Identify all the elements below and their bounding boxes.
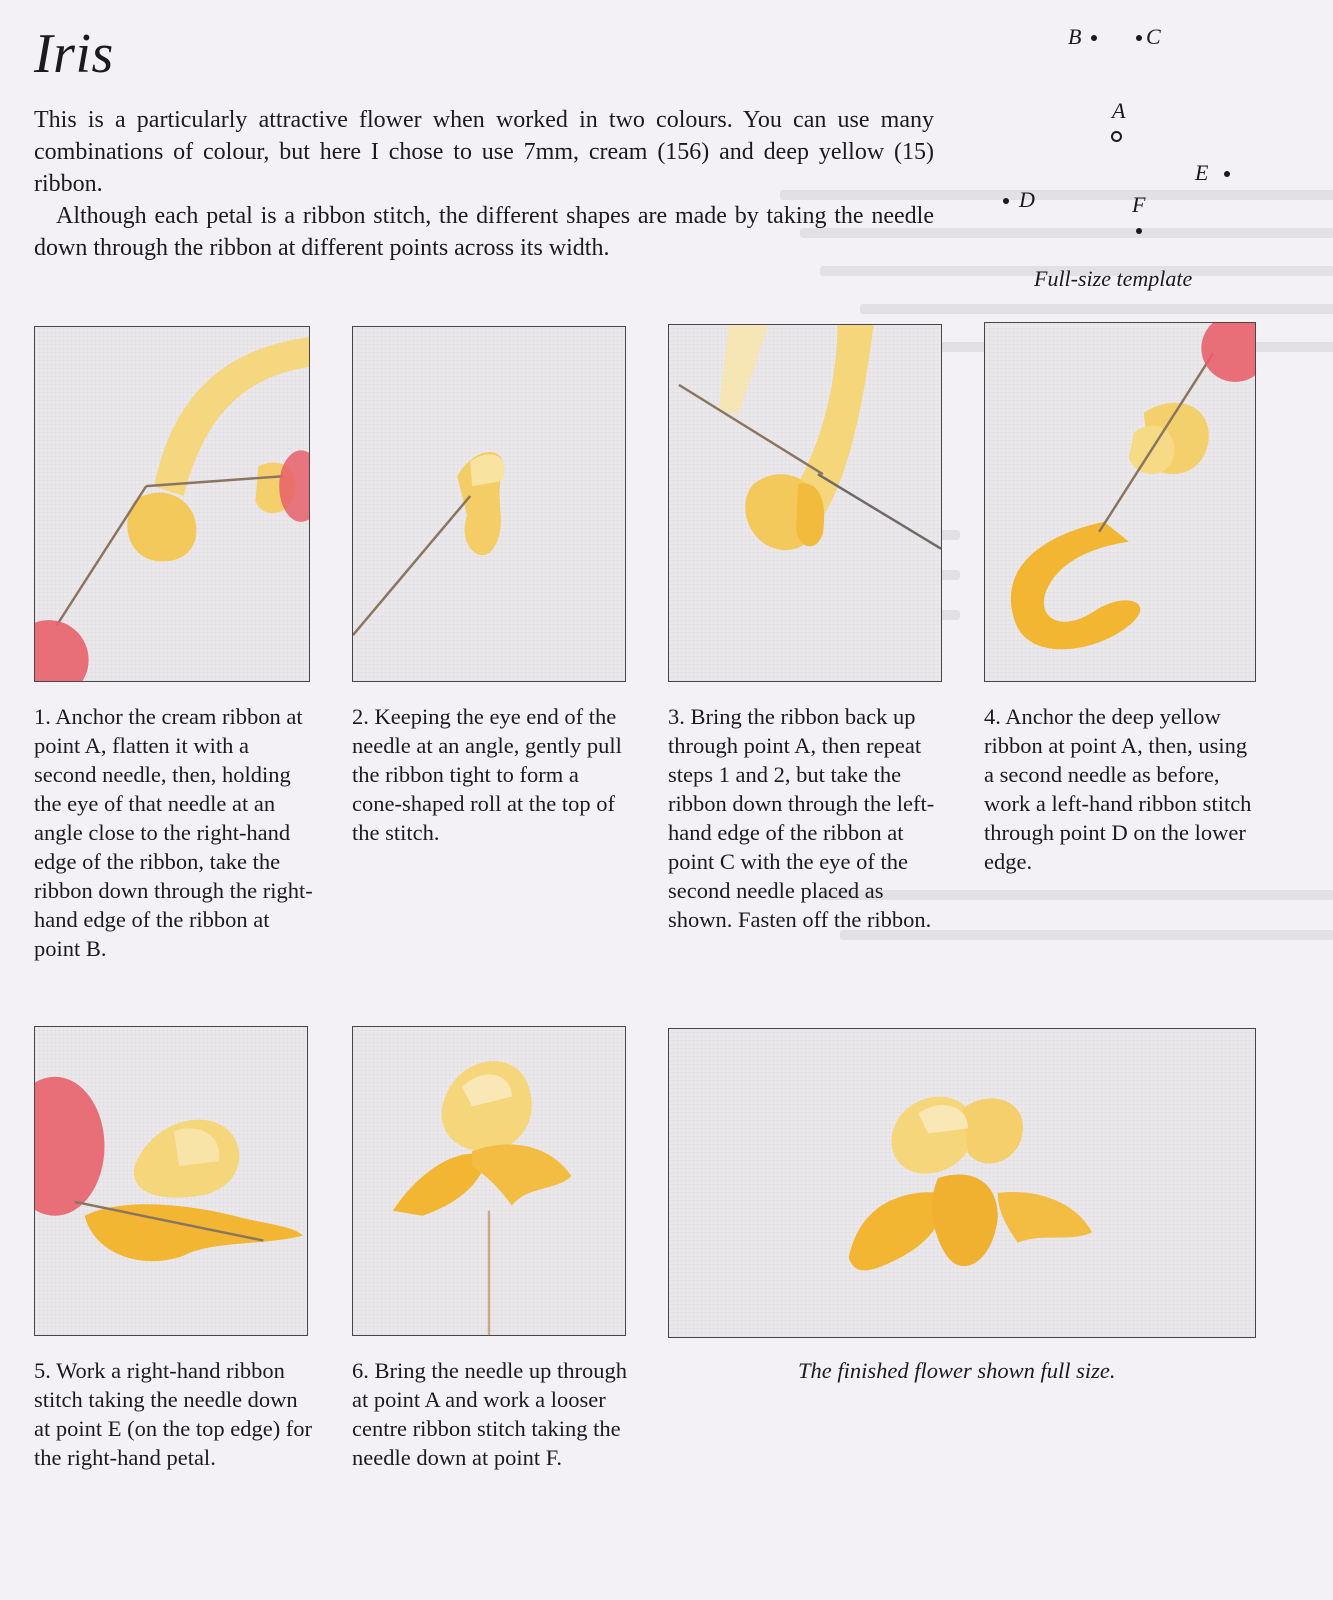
step-6-illustration <box>353 1027 625 1335</box>
template-dot-b <box>1091 35 1097 41</box>
step-1-photo <box>34 326 310 682</box>
step-2-illustration <box>353 327 625 681</box>
step-3-photo <box>668 324 942 682</box>
finished-flower-illustration <box>669 1029 1255 1337</box>
step-6-caption: 6. Bring the needle up through at point A and work a looser centre ribbon stitch taking the needle down at point F. <box>352 1358 627 1470</box>
template-caption: Full-size template <box>1034 266 1193 291</box>
intro-text <box>34 104 934 264</box>
template-point-c: C <box>1146 24 1161 49</box>
finished-flower-photo <box>668 1028 1256 1338</box>
template-point-a: A <box>1112 98 1126 123</box>
step-5-photo <box>34 1026 308 1336</box>
step-4-caption: 4. Anchor the deep yellow ribbon at point A, then, using a second needle as before, work a left-hand ribbon stitch through point D on the lower edge. <box>984 704 1252 874</box>
template-point-f: F <box>1132 192 1146 217</box>
template-point-e: E <box>1195 160 1209 185</box>
template-dot-d <box>1003 198 1009 204</box>
step-3-caption: 3. Bring the ribbon back up through point A, then repeat steps 1 and 2, but take the ribbon down through the left-hand edge of the ribbon at point C with the eye of the second needle placed as shown. Fasten off the ribbon. <box>668 704 935 932</box>
template-ring-a <box>1111 131 1122 142</box>
page-title: Iris <box>34 23 114 85</box>
step-5-illustration <box>35 1027 307 1335</box>
template-dot-f <box>1136 228 1142 234</box>
intro-paragraph-2: Although each petal is a ribbon stitch, the different shapes are made by taking the needle down through the ribbon at different points across its width. <box>34 203 934 261</box>
intro-paragraph-1: This is a particularly attractive flower when worked in two colours. You can use many combinations of colour, but here I chose to use 7mm, cream (156) and deep yellow (15) ribbon. <box>34 107 934 197</box>
step-4-illustration <box>985 323 1255 681</box>
step-4-photo <box>984 322 1256 682</box>
step-6-photo <box>352 1026 626 1336</box>
step-2-caption: 2. Keeping the eye end of the needle at an angle, gently pull the ribbon tight to form a cone-shaped roll at the top of the stitch. <box>352 704 622 845</box>
step-3-illustration <box>669 325 941 681</box>
full-size-template <box>1000 18 1280 308</box>
template-dot-c <box>1136 35 1142 41</box>
step-2-photo <box>352 326 626 682</box>
step-1-illustration <box>35 327 309 681</box>
template-point-b: B <box>1068 24 1082 49</box>
step-1-caption: 1. Anchor the cream ribbon at point A, flatten it with a second needle, then, holding the eye of that needle at an angle close to the right-hand edge of the ribbon, take the ribbon down through the right-hand edge of the ribbon at point B. <box>34 704 313 961</box>
finished-flower-caption: The finished flower shown full size. <box>798 1358 1116 1383</box>
template-dot-e <box>1224 171 1230 177</box>
template-point-d: D <box>1019 187 1035 212</box>
step-5-caption: 5. Work a right-hand ribbon stitch taking the needle down at point E (on the top edge) for the right-hand petal. <box>34 1358 313 1470</box>
